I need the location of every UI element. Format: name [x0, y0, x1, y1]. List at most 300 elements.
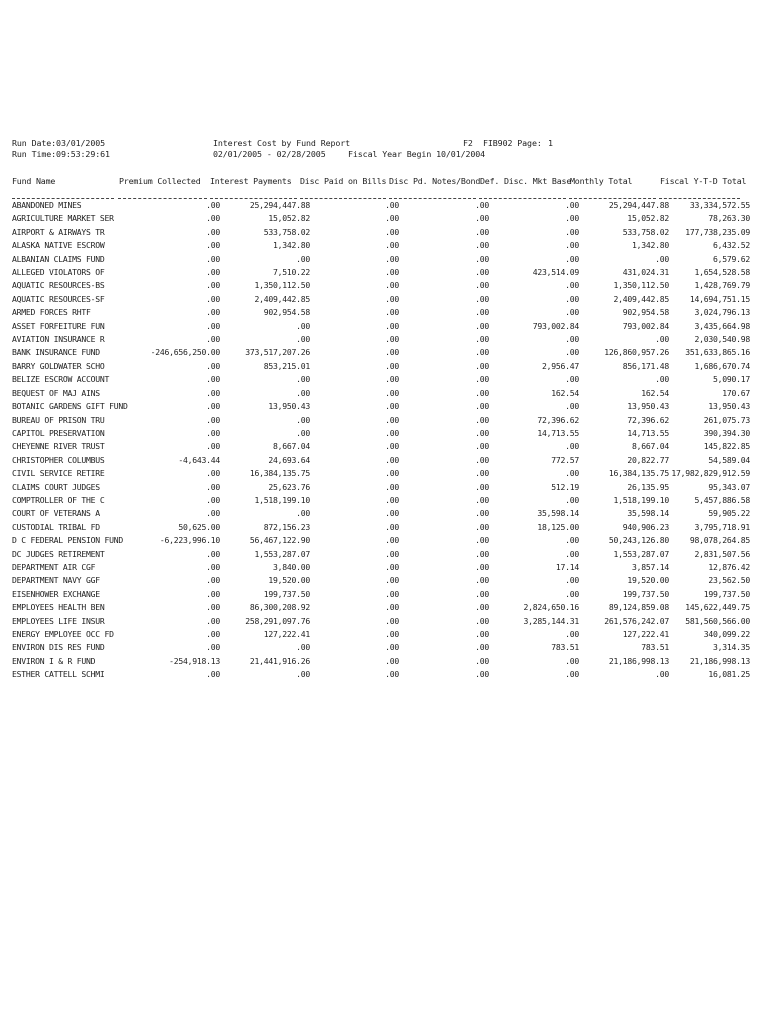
cell-fiscal-ytd-total: 23,562.50 [708, 575, 750, 586]
cell-premium-collected: .00 [206, 548, 220, 559]
cell-interest-payments: 21,441,916.26 [249, 655, 310, 666]
cell-monthly-total: 1,350,112.50 [613, 280, 669, 291]
cell-monthly-total: 126,860,957.26 [604, 347, 669, 358]
col-header-interest-payments: Interest Payments [210, 176, 292, 186]
cell-def-disc-mkt-base: .00 [565, 629, 579, 639]
table-row [12, 521, 750, 534]
table-row [12, 373, 750, 386]
cell-fiscal-ytd-total: 59,905.22 [708, 508, 750, 519]
cell-disc-pd-notes-bond: .00 [475, 629, 489, 639]
cell-def-disc-mkt-base: .00 [565, 494, 579, 505]
cell-monthly-total: 35,598.14 [627, 508, 669, 519]
cell-disc-pd-notes-bond: .00 [475, 454, 489, 465]
cell-premium-collected: .00 [206, 387, 220, 398]
cell-interest-payments: .00 [296, 669, 310, 680]
cell-interest-payments: 25,623.76 [268, 481, 310, 492]
cell-disc-pd-notes-bond: .00 [475, 441, 489, 452]
cell-def-disc-mkt-base: 18,125.00 [537, 521, 579, 532]
cell-disc-paid-bills: .00 [385, 508, 399, 519]
cell-def-disc-mkt-base: 512.19 [551, 481, 579, 492]
cell-def-disc-mkt-base: .00 [565, 213, 579, 224]
cell-premium-collected: .00 [206, 468, 220, 479]
cell-fund-name: ARMED FORCES RHTF [12, 307, 91, 318]
cell-fiscal-ytd-total: 3,435,664.98 [694, 320, 750, 331]
cell-monthly-total: .00 [655, 669, 669, 680]
cell-monthly-total: 793,002.84 [622, 320, 669, 331]
cell-interest-payments: .00 [296, 334, 310, 345]
cell-disc-pd-notes-bond: .00 [475, 213, 489, 224]
cell-interest-payments: 902,954.58 [263, 307, 310, 318]
cell-monthly-total: 13,950.43 [627, 401, 669, 412]
cell-fiscal-ytd-total: 17,982,829,912.59 [671, 468, 750, 479]
cell-disc-paid-bills: .00 [385, 481, 399, 492]
cell-fund-name: ABANDONED MINES [12, 200, 82, 210]
cell-fiscal-ytd-total: 2,030,540.98 [694, 334, 750, 345]
cell-fiscal-ytd-total: 170.67 [722, 387, 750, 398]
cell-fiscal-ytd-total: 2,831,507.56 [694, 548, 750, 559]
cell-def-disc-mkt-base: 72,396.62 [537, 414, 579, 425]
cell-interest-payments: 1,342.80 [273, 240, 310, 251]
cell-fund-name: AQUATIC RESOURCES-BS [12, 280, 105, 291]
table-row [12, 400, 750, 413]
cell-fund-name: AIRPORT & AIRWAYS TR [12, 226, 105, 237]
cell-disc-pd-notes-bond: .00 [475, 226, 489, 237]
col-header-fiscal-ytd-total: Fiscal Y-T-D Total [660, 176, 747, 186]
cell-def-disc-mkt-base: 783.51 [551, 642, 579, 653]
cell-disc-pd-notes-bond: .00 [475, 642, 489, 653]
cell-disc-pd-notes-bond: .00 [475, 267, 489, 278]
cell-interest-payments: 86,300,208.92 [249, 602, 310, 613]
cell-disc-paid-bills: .00 [385, 307, 399, 318]
cell-fund-name: BUREAU OF PRISON TRU [12, 414, 105, 425]
run-time: Run Time:09:53:29:61 [12, 149, 110, 159]
cell-monthly-total: 199,737.50 [622, 588, 669, 599]
cell-interest-payments: 872,156.23 [263, 521, 310, 532]
cell-monthly-total: 26,135.95 [627, 481, 669, 492]
table-row [12, 226, 750, 239]
table-row [12, 306, 750, 319]
cell-premium-collected: .00 [206, 669, 220, 680]
cell-disc-paid-bills: .00 [385, 521, 399, 532]
table-row [12, 293, 750, 306]
cell-monthly-total: 16,384,135.75 [608, 468, 669, 479]
table-row [12, 333, 750, 346]
cell-disc-paid-bills: .00 [385, 360, 399, 371]
cell-fiscal-ytd-total: 261,075.73 [703, 414, 750, 425]
cell-fund-name: ASSET FORFEITURE FUN [12, 320, 105, 331]
cell-monthly-total: 3,857.14 [632, 561, 669, 572]
cell-premium-collected: .00 [206, 360, 220, 371]
cell-interest-payments: 3,840.00 [273, 561, 310, 572]
cell-fund-name: ALBANIAN CLAIMS FUND [12, 253, 105, 264]
report-code: F2 [463, 138, 473, 148]
cell-premium-collected: -246,656,250.00 [150, 347, 220, 358]
cell-monthly-total: 89,124,859.08 [608, 602, 669, 613]
cell-disc-pd-notes-bond: .00 [475, 561, 489, 572]
cell-premium-collected: .00 [206, 280, 220, 291]
cell-disc-pd-notes-bond: .00 [475, 307, 489, 318]
cell-premium-collected: .00 [206, 374, 220, 385]
cell-fiscal-ytd-total: 16,081.25 [708, 669, 750, 680]
cell-premium-collected: .00 [206, 561, 220, 572]
fund-table-body [12, 199, 750, 682]
cell-disc-pd-notes-bond: .00 [475, 602, 489, 613]
cell-interest-payments: 24,693.64 [268, 454, 310, 465]
cell-premium-collected: 50,625.00 [178, 521, 220, 532]
cell-def-disc-mkt-base: .00 [565, 441, 579, 452]
table-row [12, 387, 750, 400]
table-row [12, 414, 750, 427]
cell-fiscal-ytd-total: 54,589.04 [708, 454, 750, 465]
cell-premium-collected: .00 [206, 427, 220, 438]
table-row [12, 440, 750, 453]
table-row [12, 628, 750, 641]
col-header-monthly-total: Monthly Total [570, 176, 633, 186]
cell-disc-pd-notes-bond: .00 [475, 588, 489, 599]
cell-monthly-total: 25,294,447.88 [608, 200, 669, 210]
cell-disc-paid-bills: .00 [385, 200, 399, 210]
cell-interest-payments: 127,222.41 [263, 629, 310, 639]
cell-monthly-total: .00 [655, 253, 669, 264]
cell-disc-pd-notes-bond: .00 [475, 320, 489, 331]
cell-disc-paid-bills: .00 [385, 427, 399, 438]
cell-monthly-total: 19,520.00 [627, 575, 669, 586]
cell-fund-name: BELIZE ESCROW ACCOUNT [12, 374, 110, 385]
cell-fund-name: BANK INSURANCE FUND [12, 347, 100, 358]
cell-fund-name: EMPLOYEES HEALTH BEN [12, 602, 105, 613]
cell-disc-paid-bills: .00 [385, 669, 399, 680]
cell-monthly-total: 431,024.31 [622, 267, 669, 278]
cell-disc-paid-bills: .00 [385, 253, 399, 264]
cell-disc-pd-notes-bond: .00 [475, 548, 489, 559]
cell-fund-name: ENVIRON DIS RES FUND [12, 642, 105, 653]
cell-premium-collected: .00 [206, 615, 220, 626]
cell-disc-paid-bills: .00 [385, 535, 399, 546]
cell-premium-collected: .00 [206, 414, 220, 425]
cell-fiscal-ytd-total: 12,876.42 [708, 561, 750, 572]
cell-fiscal-ytd-total: 145,622,449.75 [685, 602, 750, 613]
cell-premium-collected: .00 [206, 226, 220, 237]
cell-premium-collected: .00 [206, 240, 220, 251]
cell-disc-pd-notes-bond: .00 [475, 253, 489, 264]
cell-monthly-total: 1,342.80 [632, 240, 669, 251]
cell-fund-name: DEPARTMENT NAVY GGF [12, 575, 100, 586]
table-row [12, 467, 750, 480]
cell-fiscal-ytd-total: 3,795,718.91 [694, 521, 750, 532]
cell-def-disc-mkt-base: 423,514.09 [532, 267, 579, 278]
cell-def-disc-mkt-base: .00 [565, 588, 579, 599]
cell-interest-payments: 19,520.00 [268, 575, 310, 586]
cell-interest-payments: 258,291,097.76 [245, 615, 310, 626]
cell-disc-paid-bills: .00 [385, 468, 399, 479]
cell-disc-paid-bills: .00 [385, 494, 399, 505]
table-row [12, 641, 750, 654]
cell-def-disc-mkt-base: .00 [565, 374, 579, 385]
cell-disc-pd-notes-bond: .00 [475, 468, 489, 479]
cell-def-disc-mkt-base: 14,713.55 [537, 427, 579, 438]
cell-disc-paid-bills: .00 [385, 213, 399, 224]
cell-premium-collected: -6,223,996.10 [159, 535, 220, 546]
cell-premium-collected: -254,918.13 [169, 655, 220, 666]
table-row [12, 534, 750, 547]
cell-premium-collected: .00 [206, 213, 220, 224]
cell-def-disc-mkt-base: 3,285,144.31 [523, 615, 579, 626]
table-row [12, 253, 750, 266]
table-row [12, 454, 750, 467]
cell-interest-payments: 8,667.04 [273, 441, 310, 452]
cell-premium-collected: .00 [206, 575, 220, 586]
cell-monthly-total: 2,409,442.85 [613, 293, 669, 304]
cell-def-disc-mkt-base: 772.57 [551, 454, 579, 465]
col-header-def-disc-mkt-base: Def. Disc. Mkt Base [480, 176, 572, 186]
table-row [12, 615, 750, 628]
cell-def-disc-mkt-base: .00 [565, 293, 579, 304]
cell-premium-collected: .00 [206, 481, 220, 492]
cell-premium-collected: .00 [206, 320, 220, 331]
cell-fiscal-ytd-total: 6,432.52 [713, 240, 750, 251]
cell-disc-pd-notes-bond: .00 [475, 535, 489, 546]
table-row [12, 588, 750, 601]
cell-def-disc-mkt-base: .00 [565, 226, 579, 237]
cell-fiscal-ytd-total: 1,686,670.74 [694, 360, 750, 371]
cell-monthly-total: 533,758.02 [622, 226, 669, 237]
cell-fiscal-ytd-total: 340,099.22 [703, 629, 750, 639]
cell-monthly-total: 261,576,242.07 [604, 615, 669, 626]
cell-fiscal-ytd-total: 5,457,886.58 [694, 494, 750, 505]
cell-disc-paid-bills: .00 [385, 414, 399, 425]
cell-disc-pd-notes-bond: .00 [475, 615, 489, 626]
cell-interest-payments: .00 [296, 387, 310, 398]
col-header-disc-paid-bills: Disc Paid on Bills [300, 176, 387, 186]
table-row [12, 239, 750, 252]
table-row [12, 427, 750, 440]
cell-fiscal-ytd-total: 13,950.43 [708, 401, 750, 412]
cell-def-disc-mkt-base: .00 [565, 334, 579, 345]
cell-premium-collected: .00 [206, 629, 220, 639]
cell-disc-paid-bills: .00 [385, 267, 399, 278]
cell-premium-collected: .00 [206, 267, 220, 278]
cell-def-disc-mkt-base: 162.54 [551, 387, 579, 398]
cell-monthly-total: 1,518,199.10 [613, 494, 669, 505]
cell-fund-name: BEQUEST OF MAJ AINS [12, 387, 100, 398]
cell-fund-name: COMPTROLLER OF THE C [12, 494, 105, 505]
cell-fiscal-ytd-total: 390,394.30 [703, 427, 750, 438]
cell-fund-name: BARRY GOLDWATER SCHO [12, 360, 105, 371]
cell-def-disc-mkt-base: 793,002.84 [532, 320, 579, 331]
cell-fiscal-ytd-total: 177,738,235.09 [685, 226, 750, 237]
cell-interest-payments: .00 [296, 414, 310, 425]
cell-fund-name: ENVIRON I & R FUND [12, 655, 96, 666]
col-header-disc-pd-notes-bond: Disc Pd. Notes/Bond [389, 176, 481, 186]
cell-interest-payments: 1,553,287.07 [254, 548, 310, 559]
cell-interest-payments: .00 [296, 374, 310, 385]
cell-interest-payments: 13,950.43 [268, 401, 310, 412]
cell-interest-payments: 1,350,112.50 [254, 280, 310, 291]
cell-fund-name: DEPARTMENT AIR CGF [12, 561, 96, 572]
cell-premium-collected: .00 [206, 588, 220, 599]
table-row [12, 279, 750, 292]
cell-def-disc-mkt-base: 2,824,650.16 [523, 602, 579, 613]
cell-disc-paid-bills: .00 [385, 441, 399, 452]
cell-disc-pd-notes-bond: .00 [475, 387, 489, 398]
cell-def-disc-mkt-base: .00 [565, 307, 579, 318]
cell-disc-pd-notes-bond: .00 [475, 280, 489, 291]
cell-monthly-total: 72,396.62 [627, 414, 669, 425]
cell-disc-pd-notes-bond: .00 [475, 481, 489, 492]
cell-monthly-total: 14,713.55 [627, 427, 669, 438]
cell-fiscal-ytd-total: 3,314.35 [713, 642, 750, 653]
cell-disc-pd-notes-bond: .00 [475, 240, 489, 251]
cell-monthly-total: 856,171.48 [622, 360, 669, 371]
cell-fund-name: CUSTODIAL TRIBAL FD [12, 521, 100, 532]
cell-disc-pd-notes-bond: .00 [475, 347, 489, 358]
cell-def-disc-mkt-base: .00 [565, 347, 579, 358]
cell-monthly-total: .00 [655, 374, 669, 385]
cell-def-disc-mkt-base: .00 [565, 280, 579, 291]
cell-fund-name: D C FEDERAL PENSION FUND [12, 535, 123, 546]
cell-disc-pd-notes-bond: .00 [475, 427, 489, 438]
table-row [12, 655, 750, 668]
cell-fund-name: AVIATION INSURANCE R [12, 334, 105, 345]
cell-disc-paid-bills: .00 [385, 548, 399, 559]
table-row [12, 320, 750, 333]
cell-interest-payments: 373,517,207.26 [245, 347, 310, 358]
cell-premium-collected: .00 [206, 334, 220, 345]
cell-fiscal-ytd-total: 6,579.62 [713, 253, 750, 264]
col-header-fund-name: Fund Name [12, 176, 56, 186]
cell-disc-pd-notes-bond: .00 [475, 414, 489, 425]
cell-premium-collected: .00 [206, 602, 220, 613]
cell-fund-name: BOTANIC GARDENS GIFT FUND [12, 401, 128, 412]
cell-def-disc-mkt-base: 35,598.14 [537, 508, 579, 519]
cell-fund-name: AQUATIC RESOURCES-SF [12, 293, 105, 304]
cell-interest-payments: 1,518,199.10 [254, 494, 310, 505]
cell-def-disc-mkt-base: .00 [565, 535, 579, 546]
cell-monthly-total: .00 [655, 334, 669, 345]
table-row [12, 360, 750, 373]
report-title: Interest Cost by Fund Report [213, 138, 351, 148]
cell-def-disc-mkt-base: .00 [565, 548, 579, 559]
cell-disc-paid-bills: .00 [385, 226, 399, 237]
cell-fiscal-ytd-total: 5,090.17 [713, 374, 750, 385]
cell-disc-paid-bills: .00 [385, 561, 399, 572]
fiscal-year-begin: Fiscal Year Begin 10/01/2004 [348, 149, 486, 159]
cell-monthly-total: 50,243,126.80 [608, 535, 669, 546]
cell-monthly-total: 21,186,998.13 [608, 655, 669, 666]
cell-def-disc-mkt-base: .00 [565, 253, 579, 264]
cell-def-disc-mkt-base: .00 [565, 401, 579, 412]
table-row [12, 548, 750, 561]
cell-def-disc-mkt-base: .00 [565, 575, 579, 586]
table-row [12, 574, 750, 587]
cell-premium-collected: .00 [206, 508, 220, 519]
table-row [12, 346, 750, 359]
cell-disc-pd-notes-bond: .00 [475, 401, 489, 412]
cell-disc-pd-notes-bond: .00 [475, 374, 489, 385]
cell-disc-paid-bills: .00 [385, 320, 399, 331]
cell-interest-payments: 2,409,442.85 [254, 293, 310, 304]
cell-disc-paid-bills: .00 [385, 240, 399, 251]
table-row [12, 601, 750, 614]
cell-interest-payments: .00 [296, 508, 310, 519]
cell-def-disc-mkt-base: .00 [565, 200, 579, 210]
cell-fund-name: CHEYENNE RIVER TRUST [12, 441, 105, 452]
cell-fund-name: COURT OF VETERANS A [12, 508, 100, 519]
table-row [12, 266, 750, 279]
cell-disc-paid-bills: .00 [385, 454, 399, 465]
date-range: 02/01/2005 - 02/28/2005 [213, 149, 326, 159]
cell-disc-pd-notes-bond: .00 [475, 494, 489, 505]
cell-def-disc-mkt-base: .00 [565, 468, 579, 479]
cell-monthly-total: 20,822.77 [627, 454, 669, 465]
cell-disc-pd-notes-bond: .00 [475, 655, 489, 666]
cell-fund-name: CIVIL SERVICE RETIRE [12, 468, 105, 479]
cell-premium-collected: .00 [206, 494, 220, 505]
fund-table [12, 199, 750, 682]
table-row [12, 507, 750, 520]
cell-disc-pd-notes-bond: .00 [475, 293, 489, 304]
cell-interest-payments: 15,052.82 [268, 213, 310, 224]
cell-monthly-total: 1,553,287.07 [613, 548, 669, 559]
cell-monthly-total: 940,906.23 [622, 521, 669, 532]
run-date: Run Date:03/01/2005 [12, 138, 106, 148]
table-row [12, 199, 750, 212]
cell-disc-paid-bills: .00 [385, 602, 399, 613]
cell-def-disc-mkt-base: .00 [565, 655, 579, 666]
cell-fund-name: CAPITOL PRESERVATION [12, 427, 105, 438]
cell-fiscal-ytd-total: 145,822.85 [703, 441, 750, 452]
cell-fund-name: ALLEGED VIOLATORS OF [12, 267, 105, 278]
cell-fund-name: AGRICULTURE MARKET SER [12, 213, 114, 224]
cell-disc-pd-notes-bond: .00 [475, 669, 489, 680]
cell-interest-payments: .00 [296, 642, 310, 653]
cell-disc-pd-notes-bond: .00 [475, 200, 489, 210]
cell-fund-name: EISENHOWER EXCHANGE [12, 588, 100, 599]
cell-premium-collected: .00 [206, 401, 220, 412]
cell-fiscal-ytd-total: 21,186,998.13 [689, 655, 750, 666]
table-row [12, 494, 750, 507]
cell-disc-paid-bills: .00 [385, 387, 399, 398]
cell-interest-payments: .00 [296, 427, 310, 438]
cell-disc-paid-bills: .00 [385, 280, 399, 291]
cell-disc-pd-notes-bond: .00 [475, 508, 489, 519]
table-row [12, 212, 750, 225]
table-row [12, 481, 750, 494]
program-page-label: FIB902 Page: [483, 138, 542, 148]
cell-disc-paid-bills: .00 [385, 347, 399, 358]
cell-fiscal-ytd-total: 3,024,796.13 [694, 307, 750, 318]
cell-premium-collected: -4,643.44 [178, 454, 220, 465]
cell-def-disc-mkt-base: .00 [565, 240, 579, 251]
cell-interest-payments: 853,215.01 [263, 360, 310, 371]
cell-interest-payments: .00 [296, 320, 310, 331]
cell-fund-name: DC JUDGES RETIREMENT [12, 548, 105, 559]
page-number: 1 [548, 138, 553, 148]
cell-interest-payments: 533,758.02 [263, 226, 310, 237]
cell-fund-name: ESTHER CATTELL SCHMI [12, 669, 105, 680]
cell-premium-collected: .00 [206, 642, 220, 653]
cell-fiscal-ytd-total: 98,078,264.85 [689, 535, 750, 546]
cell-disc-paid-bills: .00 [385, 655, 399, 666]
cell-fund-name: CHRISTOPHER COLUMBUS [12, 454, 105, 465]
cell-fiscal-ytd-total: 33,334,572.55 [689, 200, 750, 210]
cell-interest-payments: 25,294,447.88 [249, 200, 310, 210]
cell-fund-name: ALASKA NATIVE ESCROW [12, 240, 105, 251]
cell-interest-payments: 16,384,135.75 [249, 468, 310, 479]
cell-disc-paid-bills: .00 [385, 334, 399, 345]
cell-def-disc-mkt-base: 17.14 [555, 561, 579, 572]
cell-fiscal-ytd-total: 14,694,751.15 [689, 293, 750, 304]
